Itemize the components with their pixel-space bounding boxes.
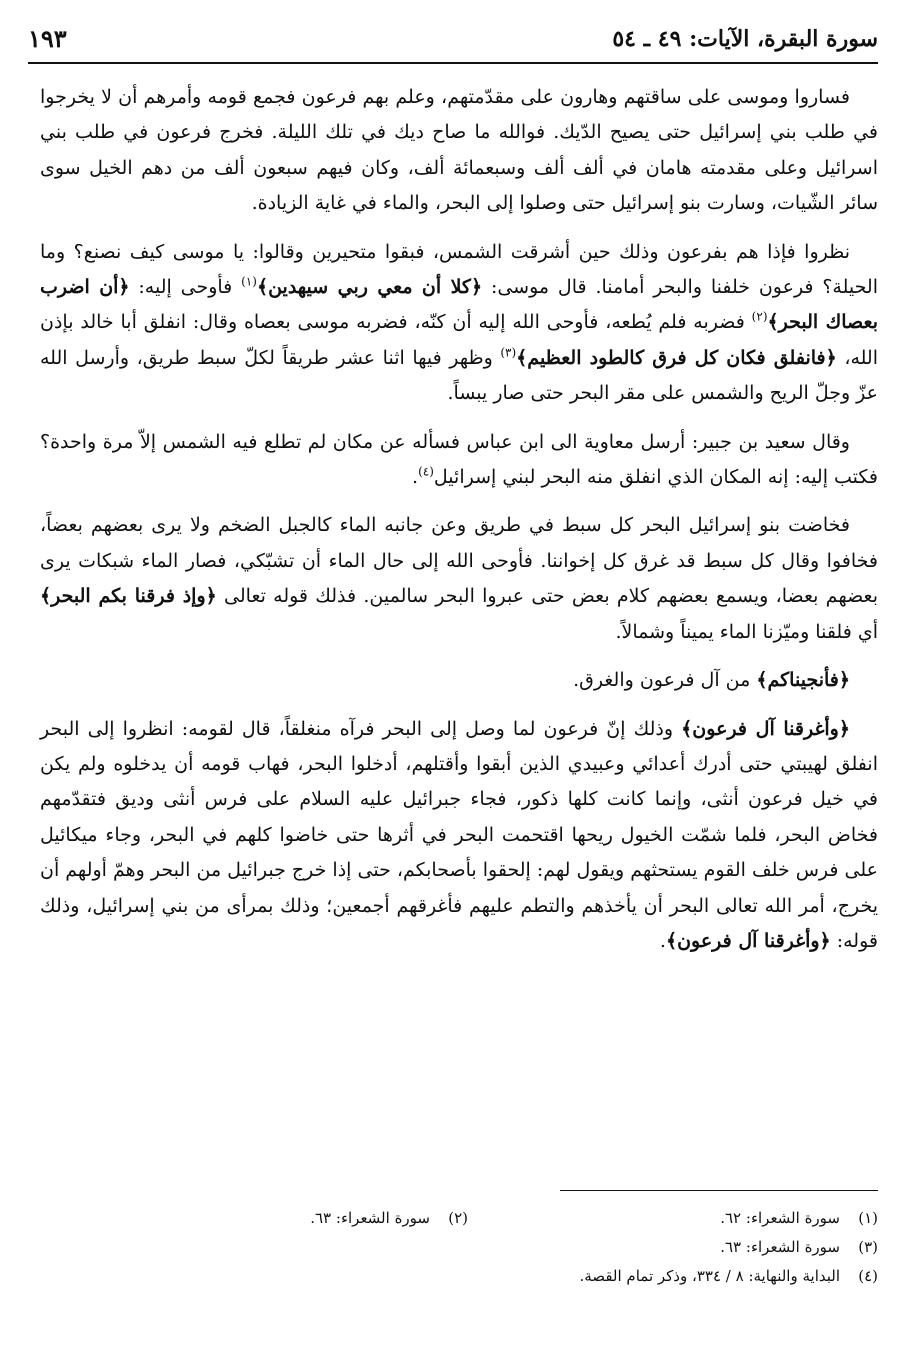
paragraph-1 (40, 80, 878, 222)
paragraph-text: من آل فرعون والغرق. (573, 669, 751, 692)
paragraph-text: أي فلقنا وميّزنا الماء يميناً وشمالاً. (615, 620, 878, 643)
paragraph-text: . (659, 929, 666, 952)
main-text (40, 80, 878, 972)
footnote-text: سورة الشعراء: ٦٢. (720, 1208, 840, 1227)
paragraph-6 (40, 712, 878, 960)
footnote-row (58, 1203, 878, 1232)
header-rule (28, 62, 878, 64)
page-number: ١٩٣ (28, 24, 67, 53)
paragraph-text: فخاضت بنو إسرائيل البحر كل سبط في طريق وعن جانبه الماء كالجبل الضخم ولا يرى بعضهم بعضاً، فخافوا وقال كل سبط قد غرق كل إخواننا. فأوحى الله إلى حال الماء أن تشبّكي، فصار الماء شبكات يرى بعضهم بعضا، ويسمع بعضهم كلام بعض حتى عبروا البحر سالمين. فذلك قوله تعالى (40, 514, 879, 608)
quran-verse: ﴿وأغرقنا آل فرعون﴾ (665, 929, 831, 952)
paragraph-2 (40, 235, 878, 412)
paragraph-text: وظهر فيها اثنا عشر طريقاً لكلّ سبط طريق، وأرسل الله عزّ وجلّ الريح والشمس على مقر البحر حتى صار يبساً. (40, 346, 878, 405)
paragraph-4 (40, 508, 878, 650)
page-header (28, 22, 878, 62)
footnote-text: سورة الشعراء: ٦٣. (720, 1237, 840, 1256)
footnote-marker: (٣) (500, 345, 517, 360)
footnote-marker: (٤) (418, 464, 434, 479)
footnotes (58, 1203, 878, 1290)
footnote-3 (468, 1238, 878, 1256)
paragraph-text: وذلك إنّ فرعون لما وصل إلى البحر فرآه منغلقاً، قال لقومه: انظروا إلى البحر انفلق لهيبتي حتى أدرك أعدائي وعبيدي الذين أبقوا وأقتلهم، أدخلوا البحر، فهاب قومه أن يدخلوه ولم يكن في خيل فرعون أنثى، وإنما كانت كلها ذكور، فجاء جبرائيل عليه السلام على فرس أنثى وديق فتقدّمهم فخاض البحر، فلما شمّت الخيول ريحها اقتحمت البحر في أثرها حتى خاضوا كلهم في البحر، وجاء ميكائيل على فرس خلف القوم يستحثهم ويقول لهم: إلحقوا بأصحابكم، حتى إذا خرج جبرائيل من البحر وهمّ أولهم أن يخرج، أمر الله تعالى البحر أن يأخذهم والتطم عليهم فأغرقهم أجمعين؛ وذلك بمرأى من بني إسرائيل، وذلك قوله: (40, 717, 878, 952)
quran-verse: ﴿كلا أن معي ربي سيهدين﴾ (256, 276, 483, 299)
footnote-4 (468, 1267, 878, 1285)
quran-verse: ﴿وإذ فرقنا بكم البحر﴾ (40, 585, 217, 608)
running-title: سورة البقرة، الآيات: ٤٩ ـ ٥٤ (612, 26, 878, 52)
footnote-row (58, 1261, 878, 1290)
footnote-number: (٢) (448, 1208, 468, 1227)
footnote-2 (58, 1209, 468, 1227)
quran-verse: ﴿فأنجيناكم﴾ (756, 669, 850, 692)
footnote-marker: (١) (241, 274, 257, 289)
footnote-number: (٣) (858, 1237, 878, 1256)
paragraph-5 (40, 663, 878, 698)
footnote-number: (٤) (858, 1266, 878, 1285)
footnote-rule (560, 1190, 878, 1191)
footnote-text: البداية والنهاية: ٨ / ٣٣٤، وذكر تمام القصة. (579, 1266, 840, 1285)
quran-verse: ﴿فانفلق فكان كل فرق كالطود العظيم﴾ (516, 346, 837, 369)
paragraph-text: فضربه فلم يُطعه، فأوحى الله إليه أن كنّه، فضربه موسى بعصاه وقال: انفلق أبا خالد بإذن الله، (40, 311, 878, 369)
paragraph-3 (40, 425, 878, 496)
footnote-text: سورة الشعراء: ٦٣. (310, 1208, 430, 1227)
quran-verse: ﴿أن اضرب بعصاك البحر﴾ (40, 276, 878, 334)
paragraph-text: فساروا وموسى على ساقتهم وهارون على مقدّمتهم، وعلم بهم فرعون فجمع قومه وأمرهم أن لا يخرجوا في طلب بني إسرائيل حتى يصيح الدّيك. فوالله ما صاح ديك في تلك الليلة. فخرج فرعون في طلب بني اسرائيل وعلى مقدمته هامان في ألف ألف وسبعمائة ألف، وكان فيهم سبعون ألف من دهم الخيل سوى سائر الشّيات، وسارت بنو إسرائيل حتى وصلوا إلى البحر، والماء في غاية الزيادة. (40, 86, 878, 215)
footnote-marker: (٢) (751, 310, 768, 325)
paragraph-text: . (412, 466, 419, 489)
paragraph-text: فأوحى إليه: (138, 276, 233, 299)
footnote-1 (468, 1209, 878, 1227)
footnote-row (58, 1232, 878, 1261)
footnote-number: (١) (858, 1208, 878, 1227)
paragraph-text: وقال سعيد بن جبير: أرسل معاوية الى ابن عباس فسأله عن مكان لم تطلع فيه الشمس إلاّ مرة واحدة؟ فكتب إليه: إنه المكان الذي انفلق منه البحر لبني إسرائيل (40, 430, 878, 489)
quran-verse: ﴿وأغرقنا آل فرعون﴾ (681, 717, 850, 740)
paragraph-text: نظروا فإذا هم بفرعون وذلك حين أشرقت الشمس، فبقوا متحيرين وقالوا: يا موسى كيف نصنع؟ وما الحيلة؟ فرعون خلفنا والبحر أمامنا. قال موسى: (40, 240, 878, 299)
